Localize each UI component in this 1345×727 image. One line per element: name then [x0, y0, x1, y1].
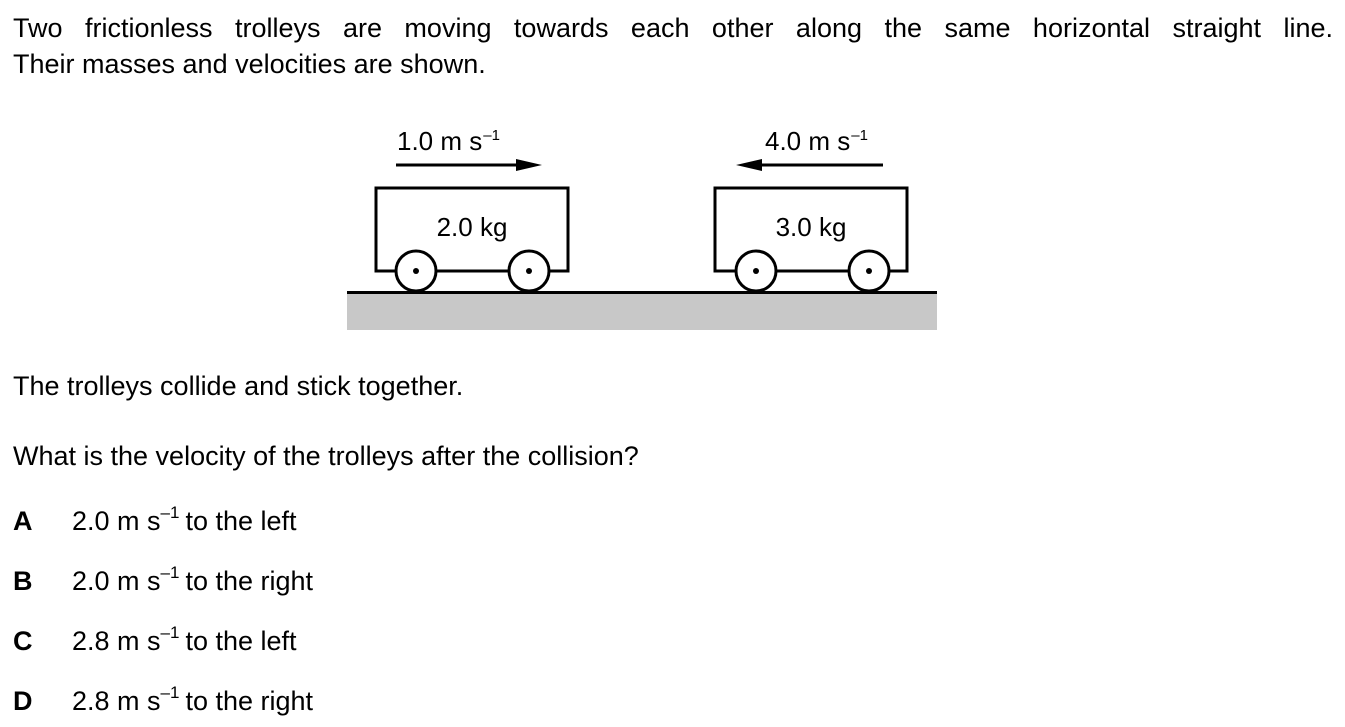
question-text: What is the velocity of the trolleys after the collision?	[13, 441, 639, 471]
trolley-diagram	[0, 0, 1345, 340]
right-arrow-icon	[736, 159, 883, 171]
left-trolley	[376, 188, 568, 291]
left-trolley-mass: 2.0 kg	[436, 212, 508, 242]
option-text: 2.0 m $s^{-1}$ to the left	[72, 503, 297, 536]
right-velocity-label: 4.0 m $s^{-1}$	[765, 126, 868, 156]
option-letter: C	[13, 626, 33, 656]
collision-statement: The trolleys collide and stick together.	[13, 371, 464, 401]
right-trolley-mass: 3.0 kg	[775, 212, 847, 242]
intro-line-2: Their masses and velocities are shown.	[13, 49, 486, 79]
left-velocity-label: 1.0 m $s^{-1}$	[397, 126, 500, 156]
ground-surface	[347, 293, 937, 330]
option-text: 2.8 m $s^{-1}$ to the left	[72, 623, 297, 656]
option-letter: A	[13, 506, 33, 536]
option-text: 2.0 m $s^{-1}$ to the right	[72, 563, 314, 596]
right-trolley	[715, 188, 907, 291]
option-text: 2.8 m $s^{-1}$ to the right	[72, 683, 314, 716]
left-arrow-icon	[396, 159, 542, 171]
option-letter: B	[13, 566, 33, 596]
intro-line-1: Two frictionless trolleys are moving towards each other along the same horizontal straight line.	[13, 13, 1333, 43]
option-letter: D	[13, 686, 33, 716]
